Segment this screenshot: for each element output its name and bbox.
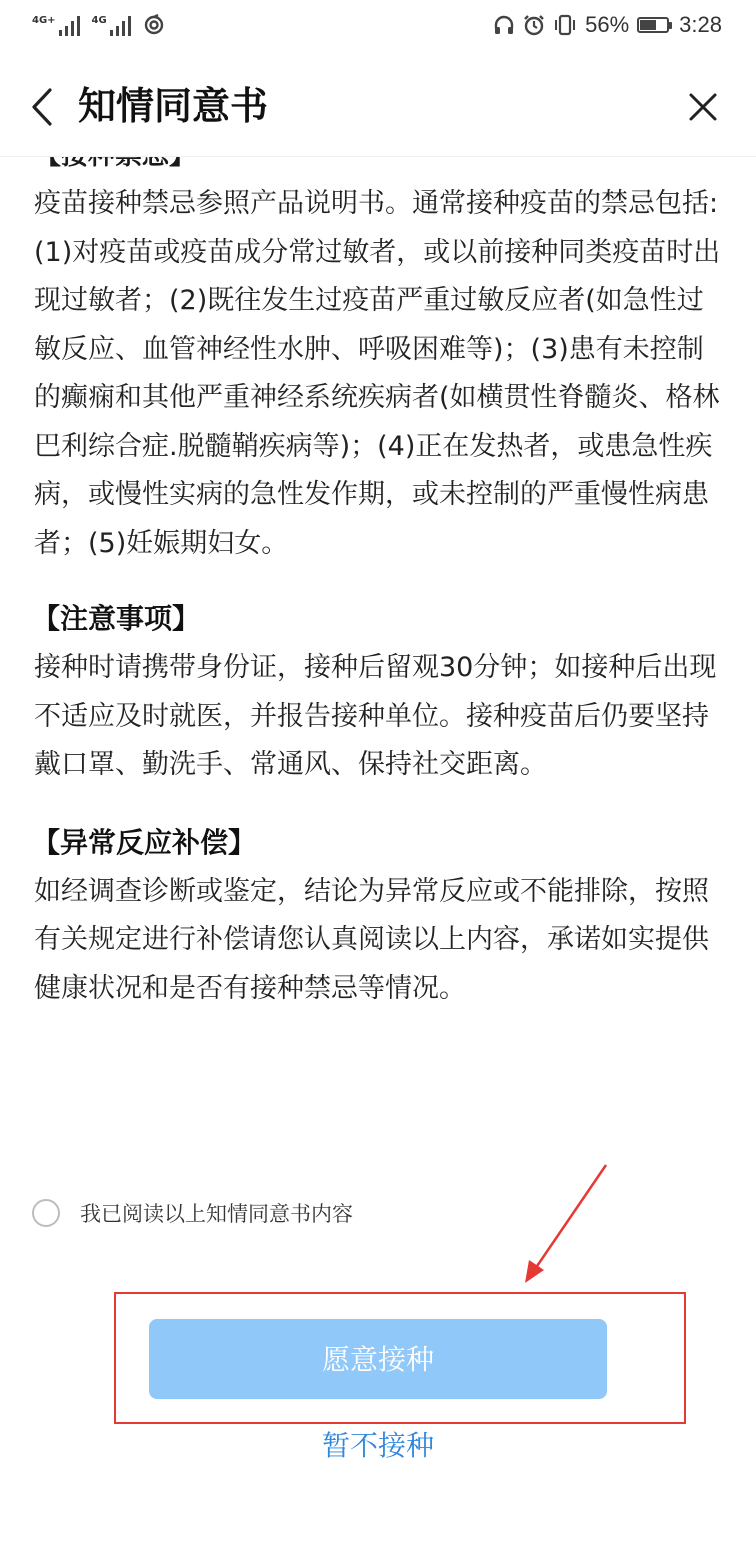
signal-strength-icon: [58, 14, 84, 36]
title-bar: [0, 56, 756, 157]
signal-group-2: [92, 14, 135, 36]
notes-heading: 【注意事项】: [32, 602, 201, 635]
accept-vaccination-button[interactable]: 愿意接种: [149, 1319, 607, 1399]
headphones-icon: [493, 14, 515, 36]
agree-checkbox-label: 我已阅读以上知情同意书内容: [80, 1202, 353, 1226]
signal-group-1: [32, 14, 84, 36]
system-status: [493, 12, 722, 38]
network-type-label: 4G+: [32, 15, 56, 26]
decline-vaccination-link[interactable]: 暂不接种: [321, 1429, 434, 1462]
consent-content[interactable]: [0, 100, 756, 1013]
network-type-label: 4G: [91, 15, 107, 26]
contraindications-text: 疫苗接种禁忌参照产品说明书。通常接种疫苗的禁忌包括: (1)对疫苗或疫苗成分常过敏者，或以前接种同类疫苗时出现过敏者；(2)既往发生过疫苗严重过敏反应者(如急性过敏反应、血管神经性水肿、呼吸困难等)；(3)患有未控制的癫痫和其他严重神经系统疾病者(如横贯性脊髓炎、格林巴利综合症.脱髓鞘疾病等)；(4)正在发热者，或患急性疾病，或慢性实病的急性发作期，或未控制的严重慢性病患者；(5)妊娠期妇女。: [34, 188, 721, 559]
close-icon: [688, 92, 718, 122]
close-button[interactable]: [688, 92, 718, 122]
chevron-left-icon: [26, 86, 62, 128]
battery-percent: 56%: [585, 12, 630, 37]
status-bar: [0, 0, 756, 56]
battery-icon: [637, 17, 669, 33]
clock: 3:28: [679, 12, 722, 37]
compensation-text: 如经调查诊断或鉴定，结论为异常反应或不能排除，按照有关规定进行补偿请您认真阅读以上内容，承诺如实提供健康状况和是否有接种禁忌等情况。: [34, 875, 709, 1004]
app-notification-icon: [143, 14, 165, 36]
notes-text: 接种时请携带身份证，接种后留观30分钟；如接种后出现不适应及时就医，并报告接种单位。接种疫苗后仍要坚持戴口罩、勤洗手、常通风、保持社交距离。: [34, 652, 717, 780]
page-title: 知情同意书: [78, 84, 269, 128]
network-status: [32, 14, 165, 36]
vibrate-icon: [553, 14, 577, 36]
battery-level: [640, 20, 656, 30]
agree-checkbox-row[interactable]: [32, 1198, 353, 1228]
alarm-icon: [523, 14, 545, 36]
compensation-heading: 【异常反应补偿】: [32, 825, 257, 859]
signal-strength-icon: [109, 14, 135, 36]
agree-checkbox[interactable]: [32, 1199, 60, 1227]
back-button[interactable]: [26, 86, 62, 128]
